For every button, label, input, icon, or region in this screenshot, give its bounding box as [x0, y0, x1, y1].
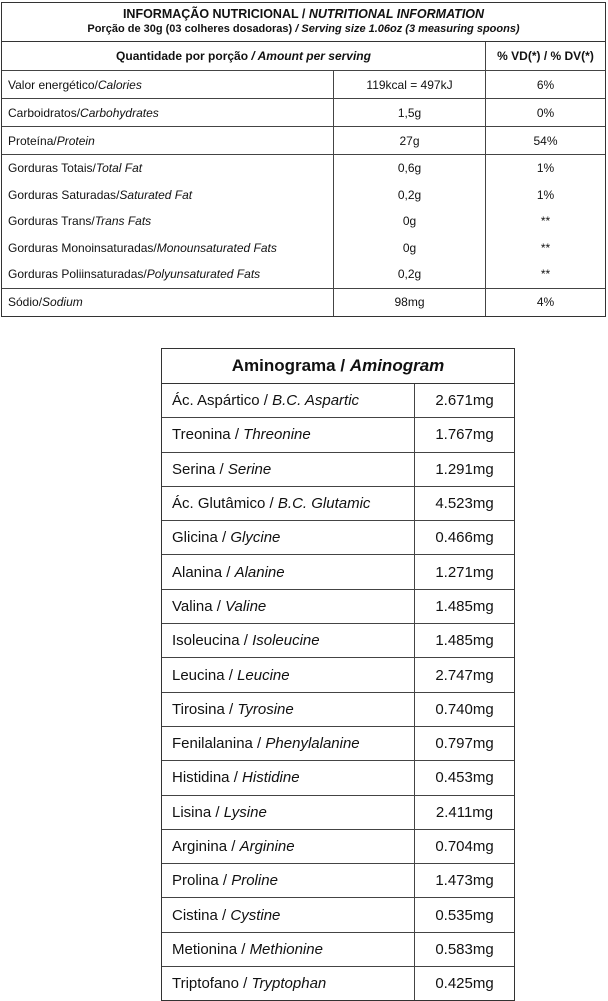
nutrient-dv: 6%: [536, 77, 555, 92]
amino-name: [162, 933, 415, 966]
amino-value: 0.453mg: [435, 769, 494, 787]
nutrient-name-en: Trans Fats: [94, 214, 152, 229]
nutrient-name-pt: Carboidratos: [8, 105, 77, 120]
nutrient-name-en: Protein: [56, 133, 95, 148]
fat-amount: 0,6g: [397, 161, 422, 176]
aminogram-row: [162, 932, 514, 966]
amino-name-en: Threonine: [243, 426, 311, 444]
amino-name-en: Cystine: [230, 906, 281, 924]
amino-name: [162, 830, 415, 863]
amino-value: 0.466mg: [435, 529, 494, 547]
nutrient-name-en: Carbohydrates: [80, 105, 159, 120]
name-separator: /: [230, 426, 244, 444]
serving-pt: Porção de 30g (03 colheres dosadoras): [87, 23, 293, 35]
amino-value: 1.485mg: [435, 597, 494, 615]
name-separator: /: [211, 803, 224, 821]
amino-name-pt: Leucina: [172, 666, 225, 684]
amino-name-pt: Histidina: [172, 769, 230, 787]
amino-name: [162, 384, 415, 417]
name-separator: /: [252, 735, 266, 753]
fat-name: [8, 208, 333, 235]
fats-dv: [486, 155, 605, 288]
amount-header-en: / Amount per serving: [251, 49, 371, 63]
amino-name-pt: Fenilalanina: [172, 735, 253, 753]
aminogram-row: [162, 520, 514, 554]
name-separator: /: [76, 105, 81, 120]
nutrient-dv: 0%: [536, 105, 555, 120]
amino-name: [162, 555, 415, 588]
name-separator: /: [153, 240, 157, 255]
aminogram-row: [162, 863, 514, 897]
amount-header: [2, 42, 486, 70]
name-separator: /: [227, 838, 240, 855]
amino-name: [162, 453, 415, 486]
name-separator: /: [38, 295, 43, 309]
amino-name: [162, 590, 415, 623]
nutrient-name-pt: Proteína: [8, 133, 54, 148]
amino-value: 2.747mg: [435, 666, 494, 684]
nutrient-amount: 98mg: [334, 289, 486, 316]
nutrient-amount: 27g: [334, 127, 486, 154]
title-pt: INFORMAÇÃO NUTRICIONAL /: [122, 7, 306, 21]
aminogram-row: [162, 452, 514, 486]
name-separator: /: [94, 77, 98, 92]
amino-value: 0.740mg: [435, 700, 494, 718]
name-separator: /: [92, 161, 96, 176]
amino-name-pt: Alanina: [172, 563, 223, 581]
nutrient-name-pt: Gorduras Trans: [8, 214, 92, 229]
aminogram-row: [162, 897, 514, 931]
amino-value: 1.291mg: [435, 460, 494, 478]
nutrient-amount: 119kcal = 497kJ: [334, 71, 486, 98]
nutrient-name-en: Calories: [97, 77, 142, 92]
title-en: NUTRITIONAL INFORMATION: [308, 7, 485, 21]
fat-dv: **: [540, 267, 551, 282]
fat-name: [8, 261, 333, 288]
amino-name: [162, 898, 415, 931]
nutrient-name-pt: Sódio: [8, 295, 39, 309]
name-separator: /: [265, 495, 278, 513]
amino-value: 2.411mg: [435, 803, 494, 821]
nutrition-title: [2, 7, 605, 22]
nutrient-name: [2, 289, 334, 316]
aminogram-row: [162, 726, 514, 760]
name-separator: /: [222, 563, 235, 581]
amino-name-pt: Serina: [172, 460, 216, 478]
amino-name-en: B.C. Aspartic: [272, 392, 360, 410]
amino-value: 0.425mg: [435, 975, 494, 993]
fat-name: [8, 182, 333, 209]
name-separator: /: [229, 769, 243, 787]
aminogram-title-pt: Aminograma /: [231, 356, 346, 375]
amino-value: 2.671mg: [435, 392, 494, 410]
nutrient-name-pt: Gorduras Monoinsaturadas: [8, 240, 154, 255]
name-separator: /: [217, 906, 231, 924]
name-separator: /: [116, 187, 120, 202]
nutrient-name: [2, 99, 334, 126]
amino-name: [162, 658, 415, 691]
nutrient-name-en: Monounsaturated Fats: [156, 240, 277, 255]
amino-name-pt: Ác. Glutâmico: [172, 495, 266, 513]
aminogram-row: [162, 829, 514, 863]
amino-value: 0.797mg: [435, 735, 494, 753]
name-separator: /: [237, 940, 250, 958]
name-separator: /: [239, 632, 253, 650]
amino-value: 1.485mg: [435, 632, 494, 650]
amino-value: 0.535mg: [435, 906, 494, 924]
fat-amount: 0,2g: [397, 267, 422, 282]
nutrient-dv: 4%: [536, 295, 555, 309]
amino-name-pt: Triptofano: [172, 975, 239, 993]
amino-name-en: Valine: [225, 597, 267, 615]
serving-en: / Serving size 1.06oz (3 measuring spoons): [295, 23, 520, 35]
amino-name: [162, 624, 415, 657]
aminogram-row: [162, 486, 514, 520]
fat-amount: 0g: [402, 214, 417, 229]
amino-name: [162, 521, 415, 554]
name-separator: /: [143, 267, 147, 282]
aminogram-title: [162, 349, 514, 384]
amino-name-pt: Treonina: [172, 426, 231, 444]
nutrient-name-pt: Gorduras Totais: [8, 161, 93, 176]
amino-name: [162, 693, 415, 726]
amino-name: [162, 796, 415, 829]
nutrient-name-pt: Valor energético: [8, 77, 95, 92]
amino-value: 1.271mg: [435, 563, 494, 581]
fat-dv: 1%: [536, 187, 555, 202]
amino-name-en: Alanine: [234, 563, 285, 581]
nutrient-dv: 54%: [533, 133, 558, 148]
name-separator: /: [215, 460, 228, 478]
name-separator: /: [224, 700, 238, 718]
amino-name: [162, 418, 415, 451]
sodium-row: [2, 288, 605, 316]
aminogram-title-en: Aminogram: [349, 356, 445, 375]
dv-header: % VD(*) / % DV(*): [497, 49, 594, 63]
amino-name-en: Glycine: [230, 529, 281, 547]
aminogram-row: [162, 760, 514, 794]
nutrient-name-en: Polyunsaturated Fats: [146, 267, 261, 282]
nutrition-row: [2, 126, 605, 154]
aminogram-row: [162, 589, 514, 623]
name-separator: /: [212, 597, 226, 615]
amino-name-en: Isoleucine: [252, 632, 320, 650]
amino-name-en: Proline: [231, 872, 278, 890]
name-separator: /: [53, 133, 57, 148]
aminogram-row: [162, 692, 514, 726]
amino-name: [162, 967, 415, 1000]
aminogram-row: [162, 657, 514, 691]
amino-name-en: Histidine: [242, 769, 300, 787]
fats-amounts: [334, 155, 486, 288]
name-separator: /: [218, 872, 232, 890]
amino-name: [162, 864, 415, 897]
aminogram-table: [161, 348, 515, 1001]
amino-value: 1.767mg: [435, 426, 494, 444]
name-separator: /: [217, 529, 231, 547]
nutrition-row: [2, 70, 605, 98]
amino-name-en: Methionine: [249, 940, 323, 958]
amino-name-pt: Arginina: [172, 838, 228, 855]
nutrient-name: [2, 127, 334, 154]
aminogram-rows: [162, 384, 514, 1000]
fat-amount: 0g: [402, 240, 417, 255]
amino-name-pt: Cistina: [172, 906, 218, 924]
aminogram-row: [162, 795, 514, 829]
amino-value: 0.704mg: [435, 838, 494, 855]
nutrient-name-pt: Gorduras Saturadas: [8, 187, 117, 202]
amino-name-en: B.C. Glutamic: [277, 495, 371, 513]
amino-name-en: Tyrosine: [237, 700, 294, 718]
fat-dv: 1%: [536, 161, 555, 176]
amino-name-pt: Metionina: [172, 940, 238, 958]
nutrient-name-en: Total Fat: [95, 161, 143, 176]
fat-name: [8, 235, 333, 262]
fat-amount: 0,2g: [397, 187, 422, 202]
amino-name: [162, 727, 415, 760]
aminogram-row: [162, 417, 514, 451]
amount-header-pt: Quantidade por porção: [116, 49, 249, 63]
fat-dv: **: [540, 240, 551, 255]
nutrition-column-header: [2, 42, 605, 70]
amino-name-pt: Ác. Aspártico: [172, 392, 260, 410]
nutrition-rows: [2, 70, 605, 316]
amino-value: 4.523mg: [435, 495, 494, 513]
nutrition-header: [2, 3, 605, 42]
amino-name-pt: Tirosina: [172, 700, 225, 718]
name-separator: /: [224, 666, 238, 684]
name-separator: /: [238, 975, 252, 993]
nutrient-name: [2, 71, 334, 98]
aminogram-row: [162, 966, 514, 1000]
amino-name-pt: Prolina: [172, 872, 219, 890]
fats-group: [2, 154, 605, 288]
nutrient-name-en: Sodium: [42, 295, 83, 309]
amino-name-en: Lysine: [223, 803, 267, 821]
aminogram-row: [162, 384, 514, 417]
amino-name-en: Arginine: [239, 838, 295, 855]
amino-name-pt: Valina: [172, 597, 213, 615]
aminogram-row: [162, 554, 514, 588]
name-separator: /: [259, 392, 273, 410]
fat-name: [8, 155, 333, 182]
amino-name: [162, 487, 415, 520]
amino-name: [162, 761, 415, 794]
nutrition-table: [1, 2, 606, 317]
amino-name-pt: Isoleucina: [172, 632, 240, 650]
amino-name-en: Serine: [227, 460, 272, 478]
amino-value: 0.583mg: [435, 940, 494, 958]
nutrient-name-pt: Gorduras Poliinsaturadas: [8, 267, 144, 282]
amino-name-pt: Glicina: [172, 529, 218, 547]
name-separator: /: [91, 214, 95, 229]
amino-name-en: Tryptophan: [251, 975, 327, 993]
amino-name-en: Phenylalanine: [265, 735, 360, 753]
fats-names: [2, 155, 334, 288]
amino-name-pt: Lisina: [172, 803, 212, 821]
aminogram-row: [162, 623, 514, 657]
nutrient-name-en: Saturated Fat: [119, 187, 193, 202]
amino-name-en: Leucine: [237, 666, 290, 684]
nutrient-amount: 1,5g: [334, 99, 486, 126]
nutrition-row: [2, 98, 605, 126]
serving-size: [2, 22, 605, 37]
fat-dv: **: [540, 214, 551, 229]
amino-value: 1.473mg: [435, 872, 494, 890]
